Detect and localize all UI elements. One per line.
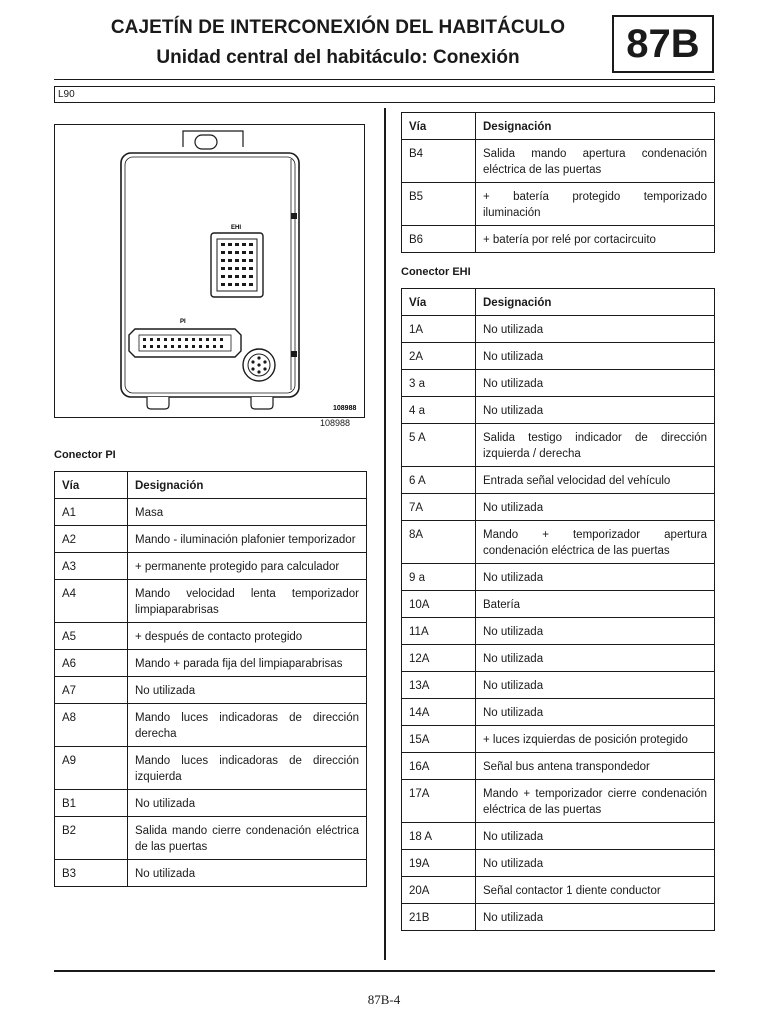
table-row xyxy=(402,183,715,226)
table-row xyxy=(55,623,367,650)
pin-designacion: No utilizada xyxy=(476,316,715,343)
pin-designacion: + batería protegido temporizado iluminación xyxy=(476,183,715,226)
pin-via: B4 xyxy=(402,140,476,183)
table-row xyxy=(55,553,367,580)
table-row xyxy=(402,877,715,904)
pin-designacion: No utilizada xyxy=(476,699,715,726)
pi-label: PI xyxy=(180,319,186,325)
pin-via: 1A xyxy=(402,316,476,343)
column-header-via: Vía xyxy=(402,113,476,140)
pin-via: 4 a xyxy=(402,397,476,424)
unit-figure xyxy=(54,124,365,418)
pin-designacion: No utilizada xyxy=(476,494,715,521)
pin-table-ehi xyxy=(401,288,715,931)
pin-designacion: No utilizada xyxy=(476,645,715,672)
pin-via: A6 xyxy=(55,650,128,677)
pin-designacion: Mando luces indicadoras de dirección izquierda xyxy=(128,747,367,790)
pin-via: 15A xyxy=(402,726,476,753)
pin-via: A8 xyxy=(55,704,128,747)
pin-via: 7A xyxy=(402,494,476,521)
pin-via: 3 a xyxy=(402,370,476,397)
pin-via: A3 xyxy=(55,553,128,580)
table-row xyxy=(402,467,715,494)
table-header-row xyxy=(55,472,367,499)
table-row xyxy=(55,677,367,704)
table-row xyxy=(402,699,715,726)
pin-via: 6 A xyxy=(402,467,476,494)
pin-designacion: Mando + temporizador cierre condenación eléctrica de las puertas xyxy=(476,780,715,823)
pin-designacion: Señal bus antena transpondedor xyxy=(476,753,715,780)
pin-via: 9 a xyxy=(402,564,476,591)
column-divider xyxy=(384,108,386,960)
table-row xyxy=(402,494,715,521)
table-row xyxy=(55,817,367,860)
table-row xyxy=(55,580,367,623)
column-header-designacion: Designación xyxy=(476,289,715,316)
pin-designacion: + permanente protegido para calculador xyxy=(128,553,367,580)
pin-via: 20A xyxy=(402,877,476,904)
pin-designacion: Salida mando cierre condenación eléctrica de las puertas xyxy=(128,817,367,860)
pin-via: 12A xyxy=(402,645,476,672)
column-header-designacion: Designación xyxy=(128,472,367,499)
pin-via: 5 A xyxy=(402,424,476,467)
pin-via: 2A xyxy=(402,343,476,370)
table-row xyxy=(55,790,367,817)
pin-designacion: No utilizada xyxy=(476,904,715,931)
table-header-row xyxy=(402,113,715,140)
pin-via: 13A xyxy=(402,672,476,699)
column-header-via: Vía xyxy=(55,472,128,499)
table-row xyxy=(402,316,715,343)
pin-designacion: Salida testigo indicador de dirección izquierda / derecha xyxy=(476,424,715,467)
table-row xyxy=(55,499,367,526)
figure-caption-id: 108988 xyxy=(320,418,351,428)
pin-via: 18 A xyxy=(402,823,476,850)
chapter-badge: 87B xyxy=(612,15,714,73)
pin-designacion: Mando + temporizador apertura condenación eléctrica de las puertas xyxy=(476,521,715,564)
pin-designacion: Mando - iluminación plafonier temporizador xyxy=(128,526,367,553)
page-subtitle: Unidad central del habitáculo: Conexión xyxy=(156,47,520,68)
control-unit-drawing xyxy=(55,125,364,417)
table-row xyxy=(402,370,715,397)
pin-via: B2 xyxy=(55,817,128,860)
pin-via: 10A xyxy=(402,591,476,618)
table-row xyxy=(402,564,715,591)
pin-designacion: + luces izquierdas de posición protegido xyxy=(476,726,715,753)
pin-via: A5 xyxy=(55,623,128,650)
pin-via: B1 xyxy=(55,790,128,817)
pin-via: B3 xyxy=(55,860,128,887)
pin-via: A9 xyxy=(55,747,128,790)
pin-designacion: No utilizada xyxy=(476,672,715,699)
table-row xyxy=(402,591,715,618)
table-row xyxy=(402,753,715,780)
pin-designacion: No utilizada xyxy=(128,860,367,887)
section-title-ehi: Conector EHI xyxy=(401,266,471,278)
pin-via: A4 xyxy=(55,580,128,623)
pin-designacion: No utilizada xyxy=(476,370,715,397)
table-row xyxy=(402,343,715,370)
pin-designacion: No utilizada xyxy=(476,397,715,424)
pin-designacion: No utilizada xyxy=(128,790,367,817)
pin-via: 19A xyxy=(402,850,476,877)
pin-via: 16A xyxy=(402,753,476,780)
table-row xyxy=(402,424,715,467)
ehi-label: EHI xyxy=(231,225,242,231)
table-header-row xyxy=(402,289,715,316)
pin-designacion: Mando + parada fija del limpiaparabrisas xyxy=(128,650,367,677)
pin-designacion: Batería xyxy=(476,591,715,618)
table-row xyxy=(402,726,715,753)
pin-designacion: No utilizada xyxy=(476,850,715,877)
section-title-pi: Conector PI xyxy=(54,449,116,461)
pin-via: A7 xyxy=(55,677,128,704)
pin-via: A2 xyxy=(55,526,128,553)
pin-designacion: Mando luces indicadoras de dirección derecha xyxy=(128,704,367,747)
pin-designacion: No utilizada xyxy=(476,564,715,591)
pin-designacion: Señal contactor 1 diente conductor xyxy=(476,877,715,904)
table-row xyxy=(55,650,367,677)
pin-via: 14A xyxy=(402,699,476,726)
footer-rule xyxy=(54,970,715,972)
pin-via: 11A xyxy=(402,618,476,645)
pin-via: B6 xyxy=(402,226,476,253)
pin-designacion: No utilizada xyxy=(128,677,367,704)
table-row xyxy=(402,521,715,564)
reference-code: L90 xyxy=(58,89,75,100)
page-title: CAJETÍN DE INTERCONEXIÓN DEL HABITÁCULO xyxy=(110,17,566,38)
table-row xyxy=(402,780,715,823)
reference-box xyxy=(54,86,715,103)
pin-via: 21B xyxy=(402,904,476,931)
pin-via: A1 xyxy=(55,499,128,526)
pin-designacion: Entrada señal velocidad del vehículo xyxy=(476,467,715,494)
pin-via: B5 xyxy=(402,183,476,226)
table-row xyxy=(402,226,715,253)
table-row xyxy=(402,823,715,850)
pin-designacion: + batería por relé por cortacircuito xyxy=(476,226,715,253)
table-row xyxy=(402,645,715,672)
pin-designacion: Salida mando apertura condenación eléctrica de las puertas xyxy=(476,140,715,183)
pin-designacion: Masa xyxy=(128,499,367,526)
table-row xyxy=(55,747,367,790)
column-header-via: Vía xyxy=(402,289,476,316)
table-row xyxy=(55,860,367,887)
pin-designacion: No utilizada xyxy=(476,343,715,370)
pin-via: 17A xyxy=(402,780,476,823)
pin-designacion: + después de contacto protegido xyxy=(128,623,367,650)
pin-table-pi-continued xyxy=(401,112,715,253)
pin-designacion: Mando velocidad lenta temporizador limpiaparabrisas xyxy=(128,580,367,623)
pin-designacion: No utilizada xyxy=(476,823,715,850)
table-row xyxy=(55,704,367,747)
table-row xyxy=(402,850,715,877)
table-row xyxy=(402,397,715,424)
table-row xyxy=(55,526,367,553)
pin-via: 8A xyxy=(402,521,476,564)
pin-designacion: No utilizada xyxy=(476,618,715,645)
table-row xyxy=(402,904,715,931)
table-row xyxy=(402,672,715,699)
table-row xyxy=(402,618,715,645)
page-number: 87B-4 xyxy=(367,992,401,1007)
pin-table-pi xyxy=(54,471,367,887)
column-header-designacion: Designación xyxy=(476,113,715,140)
figure-inner-id: 108988 xyxy=(333,405,357,412)
table-row xyxy=(402,140,715,183)
header-rule xyxy=(54,79,715,80)
